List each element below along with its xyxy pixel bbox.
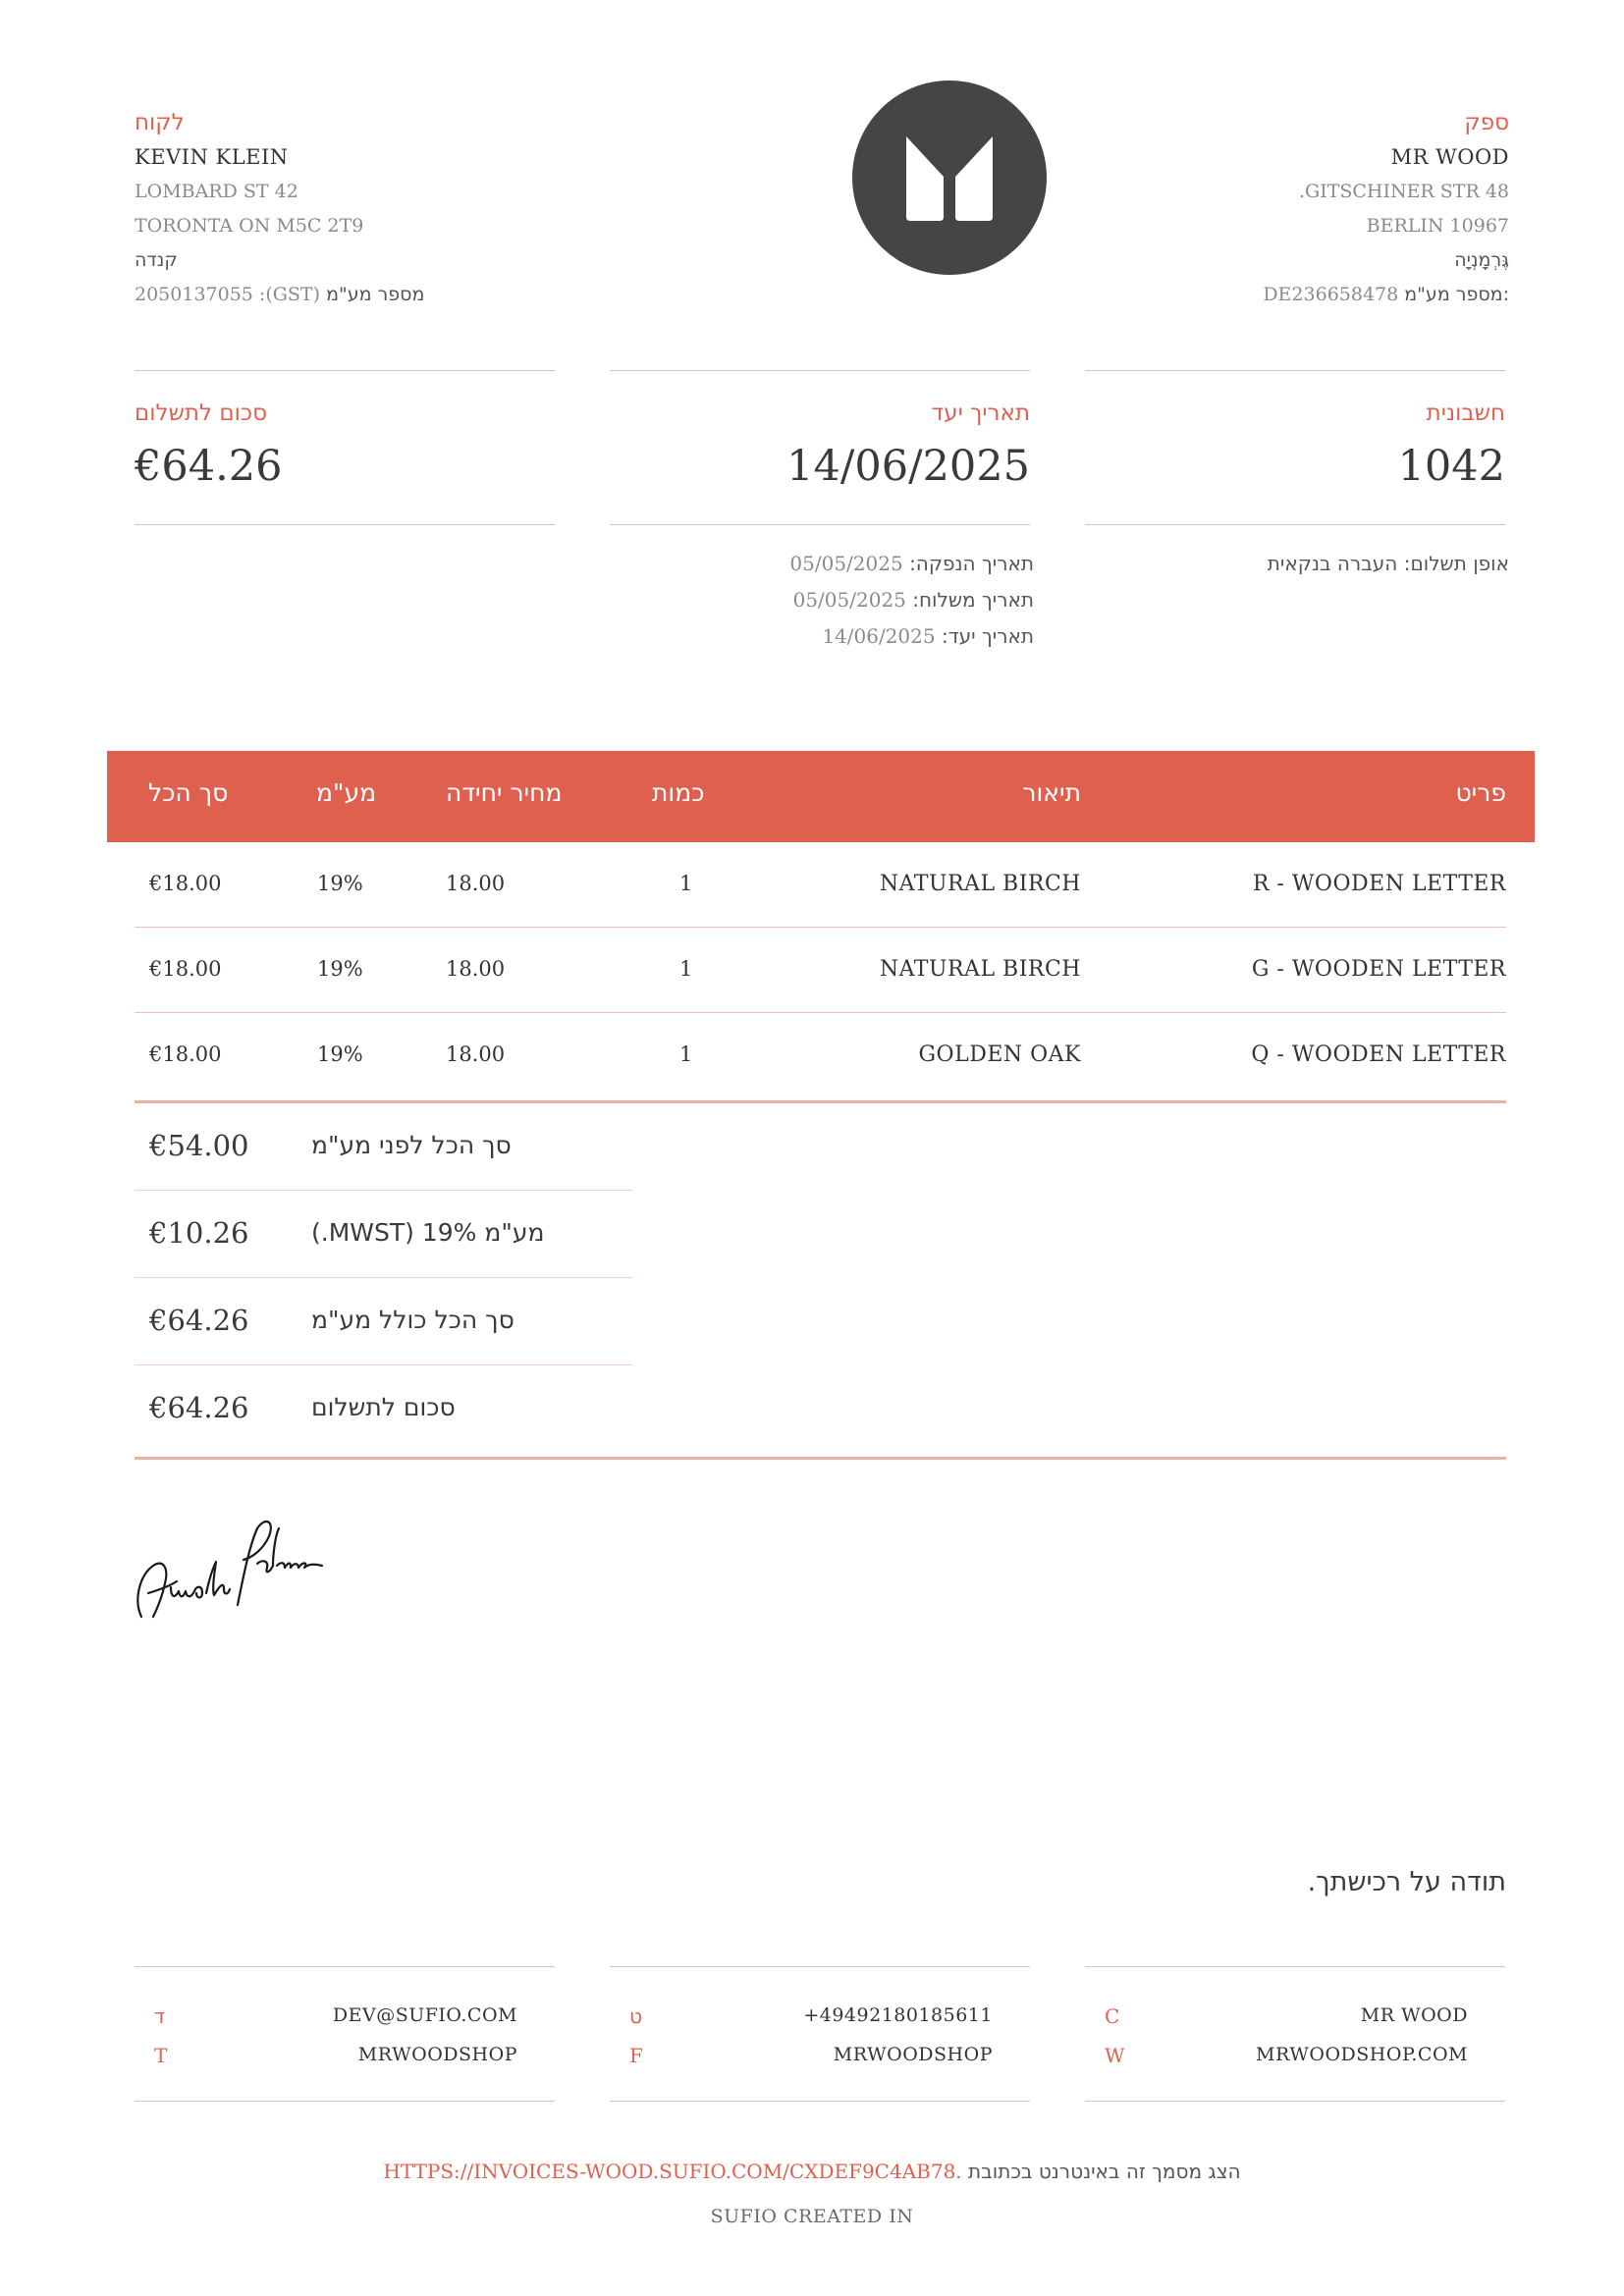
invoice-number: 1042 [1397, 442, 1505, 491]
vat-value: €10.26 [149, 1216, 249, 1250]
table-row [135, 842, 1506, 928]
amount-due-total-value: €64.26 [149, 1391, 249, 1424]
contact-facebook: MRWOODSHOP [833, 2044, 993, 2065]
contact-website[interactable]: MRWOODSHOP.COM [1256, 2044, 1468, 2065]
cell-item: Q - WOODEN LETTER [1251, 1042, 1506, 1067]
delivery-date-label: תאריך משלוח: [912, 588, 1034, 612]
amount-due-box [135, 370, 555, 525]
cell-description: GOLDEN OAK [918, 1042, 1081, 1067]
delivery-date-value: 05/05/2025 [792, 588, 906, 612]
subtotal-value: €54.00 [149, 1129, 249, 1162]
mr-wood-logo-icon [852, 80, 1047, 275]
issue-date-label: תאריך הנפקה: [909, 552, 1034, 575]
cell-vat: 19% [317, 957, 363, 981]
vendor-name: MR WOOD [1390, 145, 1509, 169]
vendor-vat-label: מספר מע"מ: [1404, 284, 1509, 305]
cell-unit-price: 18.00 [446, 1042, 506, 1066]
vendor-country: גֶּרְמָנְיָה [1454, 249, 1509, 271]
customer-vat-value: 2050137055 :(GST) [135, 284, 321, 305]
contact-box-phone [610, 1966, 1030, 2102]
invoice-number-label: חשבונית [1426, 400, 1505, 426]
payment-method [1268, 546, 1509, 582]
issue-date-value: 05/05/2025 [789, 552, 903, 575]
header-total: סך הכל [148, 778, 229, 807]
customer-block [135, 106, 567, 312]
cell-item: R - WOODEN LETTER [1252, 872, 1506, 896]
items-table-header [107, 751, 1535, 842]
vendor-vat-value: DE236658478 [1263, 284, 1399, 305]
cell-quantity: 1 [679, 1042, 693, 1066]
cell-vat: 19% [317, 1042, 363, 1066]
header-item: פריט [1455, 778, 1506, 807]
contact-label: F [629, 2044, 643, 2067]
contact-label: T [154, 2044, 168, 2067]
contact-box-company [1085, 1966, 1505, 2102]
created-by: SUFIO CREATED IN [710, 2206, 914, 2227]
contact-label: W [1105, 2044, 1125, 2067]
cell-vat: 19% [317, 872, 363, 895]
customer-vat-label: מספר מע"מ [326, 284, 425, 305]
cell-quantity: 1 [679, 957, 693, 981]
cell-total: €18.00 [149, 957, 222, 981]
payment-method-value: העברה בנקאית [1267, 552, 1398, 575]
contact-box-email [135, 1966, 555, 2102]
view-online-line [0, 2160, 1624, 2183]
amount-due-total-label: סכום לתשלום [311, 1393, 456, 1421]
document-dates [789, 546, 1034, 655]
customer-city: TORONTA ON M5C 2T9 [135, 215, 364, 237]
thank-you-message: תודה על רכישתך. [1307, 1867, 1506, 1897]
contact-email[interactable]: DEV@SUFIO.COM [332, 2004, 517, 2026]
due-date-label: תאריך יעד [931, 400, 1030, 426]
due-date-row [789, 618, 1034, 655]
header-unit-price: מחיר יחידה [446, 778, 563, 807]
contact-company: MR WOOD [1360, 2004, 1468, 2026]
customer-street: LOMBARD ST 42 [135, 181, 298, 202]
delivery-date-row [789, 582, 1034, 618]
total-value: €64.26 [149, 1304, 249, 1337]
customer-country: קנדה [135, 249, 178, 271]
vendor-block [1077, 106, 1509, 312]
vendor-vat [1077, 278, 1509, 312]
cell-item: G - WOODEN LETTER [1251, 957, 1506, 982]
vendor-label: ספק [1464, 110, 1509, 135]
vat-label: מע"מ 19% (MWST.) [311, 1218, 545, 1247]
contact-label: ט [629, 2004, 642, 2028]
vendor-street: .GITSCHINER STR 48 [1298, 181, 1509, 202]
signature [132, 1507, 328, 1625]
customer-vat [135, 278, 567, 312]
due-date-box [610, 370, 1030, 525]
amount-due-label: סכום לתשלום [135, 400, 268, 426]
contact-label: C [1105, 2004, 1120, 2028]
totals-bottom-rule [135, 1457, 1506, 1460]
vat-row [135, 1191, 632, 1278]
amount-due: €64.26 [135, 442, 283, 491]
subtotal-row [135, 1103, 632, 1191]
due-date: 14/06/2025 [786, 442, 1030, 491]
signature-icon [132, 1507, 328, 1625]
cell-unit-price: 18.00 [446, 872, 506, 895]
contact-twitter: MRWOODSHOP [357, 2044, 517, 2065]
view-online-url[interactable]: HTTPS://INVOICES-WOOD.SUFIO.COM/CXDEF9C4AB78. [383, 2160, 962, 2183]
header-vat: מע"מ [316, 778, 377, 807]
total-row [135, 1278, 632, 1365]
payment-method-label: אופן תשלום: [1403, 552, 1509, 575]
contact-label: ד [154, 2004, 165, 2028]
customer-label: לקוח [135, 110, 185, 135]
vendor-city: BERLIN 10967 [1366, 215, 1509, 237]
customer-name: KEVIN KLEIN [135, 145, 289, 169]
view-online-label: הצג מסמך זה באינטרנט בכתובת [968, 2160, 1241, 2183]
table-row [135, 1013, 1506, 1097]
cell-total: €18.00 [149, 1042, 222, 1066]
header-description: תיאור [1022, 778, 1081, 807]
total-label: סך הכל כולל מע"מ [311, 1306, 514, 1334]
contact-phone: +49492180185611 [803, 2004, 993, 2026]
subtotal-label: סך הכל לפני מע"מ [311, 1131, 512, 1159]
header-quantity: כמות [652, 778, 705, 807]
company-logo [852, 80, 1047, 275]
cell-description: NATURAL BIRCH [879, 872, 1081, 896]
cell-description: NATURAL BIRCH [879, 957, 1081, 982]
issue-date-row [789, 546, 1034, 582]
invoice-number-box [1085, 370, 1505, 525]
cell-quantity: 1 [679, 872, 693, 895]
due-date-row-value: 14/06/2025 [822, 624, 936, 648]
cell-unit-price: 18.00 [446, 957, 506, 981]
amount-due-row [135, 1365, 632, 1452]
due-date-row-label: תאריך יעד: [941, 624, 1034, 648]
cell-total: €18.00 [149, 872, 222, 895]
table-row [135, 928, 1506, 1013]
